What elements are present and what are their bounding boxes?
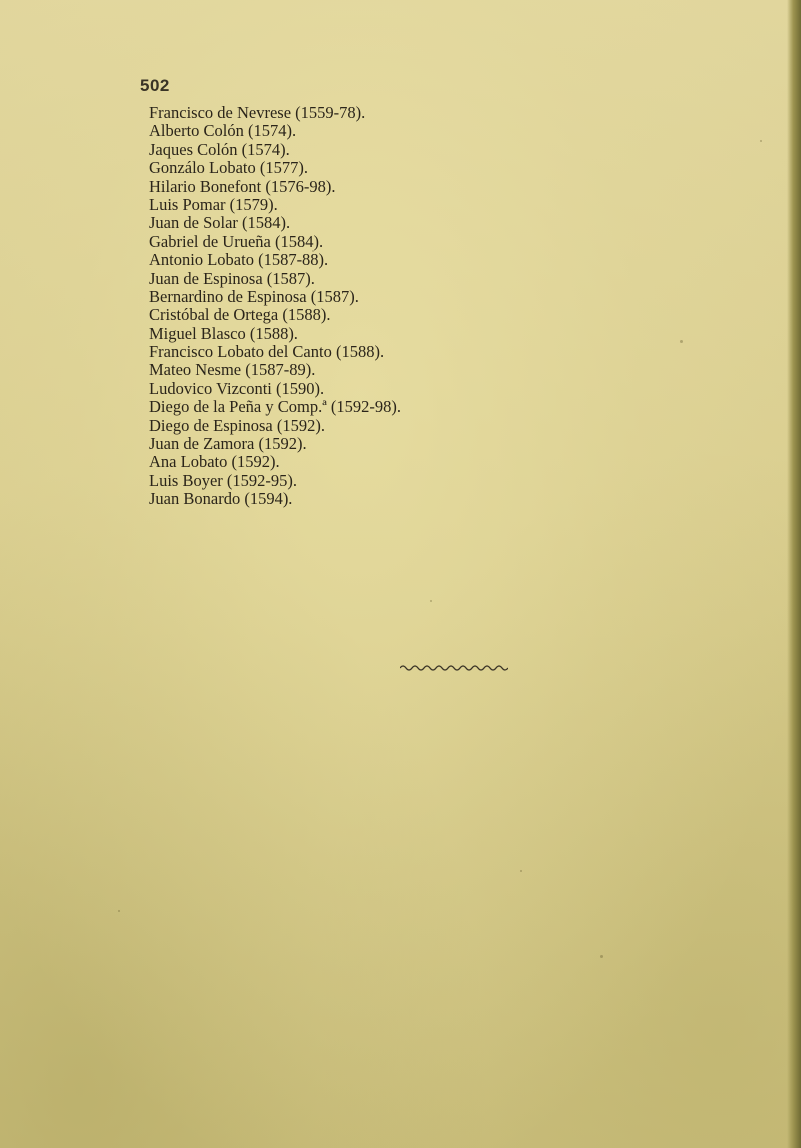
paper-speck: [680, 340, 683, 343]
wavy-rule-ornament: [400, 662, 508, 674]
printer-list: [149, 104, 401, 509]
paper-speck: [760, 140, 762, 142]
list-item: Luis Pomar (1579).: [149, 194, 278, 214]
list-item: Mateo Nesme (1587-89).: [149, 360, 316, 380]
list-item: Ana Lobato (1592).: [149, 452, 280, 472]
list-item: Juan de Solar (1584).: [149, 213, 291, 233]
paper-speck: [430, 600, 432, 602]
paper-speck: [118, 910, 120, 912]
list-item: Luis Boyer (1592-95).: [149, 470, 298, 490]
list-item: Gonzálo Lobato (1577).: [149, 158, 308, 178]
list-item: Antonio Lobato (1587-88).: [149, 250, 329, 270]
list-item: Juan de Espinosa (1587).: [149, 268, 315, 288]
list-item: Juan de Zamora (1592).: [149, 434, 307, 454]
paper-speck: [600, 955, 603, 958]
list-item: Francisco de Nevrese (1559-78).: [149, 103, 366, 122]
list-item: Diego de Espinosa (1592).: [149, 415, 325, 435]
list-item: Gabriel de Urueña (1584).: [149, 231, 324, 251]
paper-speck: [520, 870, 522, 872]
page-number: 502: [140, 76, 170, 95]
list-item: Cristóbal de Ortega (1588).: [149, 305, 331, 325]
page-edge-shadow: [787, 0, 801, 1148]
list-item: Juan Bonardo (1594).: [149, 489, 293, 509]
paper-speck: [312, 250, 314, 252]
list-item: Ludovico Vizconti (1590).: [149, 378, 325, 398]
list-item: Jaques Colón (1574).: [149, 139, 290, 159]
list-item: Bernardino de Espinosa (1587).: [149, 286, 359, 306]
list-item: Francisco Lobato del Canto (1588).: [149, 342, 385, 362]
list-item: Diego de la Peña y Comp.ª (1592-98).: [149, 397, 402, 417]
list-item: Alberto Colón (1574).: [149, 121, 297, 141]
list-item: Hilario Bonefont (1576-98).: [149, 176, 336, 196]
list-item: Miguel Blasco (1588).: [149, 323, 298, 343]
